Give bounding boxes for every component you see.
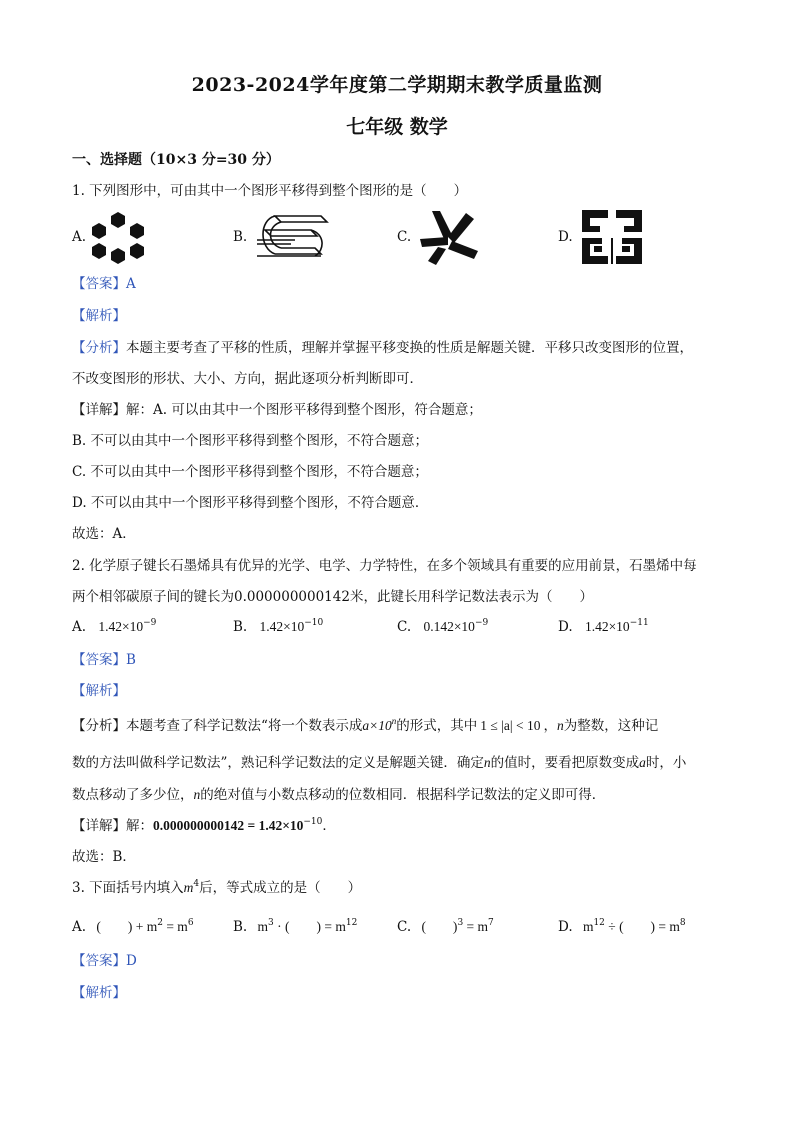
q2-analysis-line-1 xyxy=(72,716,658,736)
q2-analysis-line-2 xyxy=(72,753,686,773)
q2-option-a-exp: −9 xyxy=(143,618,157,628)
q3-option-d-exp1: 12 xyxy=(593,918,605,928)
q3-option-d xyxy=(558,915,686,935)
document-title: 2023-2024学年度第二学期期末教学质量监测 xyxy=(191,74,603,96)
q2-option-a-label: A. xyxy=(72,619,87,635)
q2-choose: 故选：B． xyxy=(72,849,136,865)
q1-option-d-label: D. xyxy=(558,229,573,245)
maze-blocks-figure xyxy=(582,210,642,266)
q2-analysis-a2: a xyxy=(639,755,646,770)
q2-option-b-exp: −10 xyxy=(304,618,324,628)
q2-option-d-label: D. xyxy=(558,619,573,635)
q1-choose: 故选：A． xyxy=(72,526,136,542)
q3-option-d-expr-b: ÷ ( ) = m xyxy=(604,919,680,934)
q2-option-c-label: C. xyxy=(397,619,412,635)
q2-analysis-text-3a: 数点移动了多少位， xyxy=(72,787,194,803)
q3-analysis-heading: 【解析】 xyxy=(72,985,126,1001)
q2-option-b-label: B. xyxy=(233,619,248,635)
q2-option-d-mantissa: 1.42×10 xyxy=(584,619,630,634)
q3-answer: 【答案】D xyxy=(72,953,137,969)
q2-analysis-text-2b: 的值时，要看把原数变成 xyxy=(490,755,640,771)
document-subtitle: 七年级 数学 xyxy=(346,116,448,138)
q1-option-a-label: A. xyxy=(72,229,87,245)
q3-option-c xyxy=(397,915,494,935)
q2-analysis-n3: n xyxy=(193,787,201,802)
q2-analysis-formula: a×10 xyxy=(362,718,392,733)
hexagon-ring-figure xyxy=(90,210,146,266)
q2-analysis-formula-exp: n xyxy=(391,716,397,726)
q2-detail-exp: −10 xyxy=(303,817,323,827)
q3-option-c-label: C. xyxy=(397,919,412,935)
q3-option-a-label: A. xyxy=(72,919,87,935)
q2-stem-line-1: 2. 化学原子键长石墨烯具有优异的光学、电学、力学特性，在多个领域具有重要的应用前景，石墨烯中每 xyxy=(72,558,697,574)
q3-stem-exp: 4 xyxy=(193,879,200,889)
q2-answer: 【答案】B xyxy=(72,652,136,668)
q1-detail-line-4: D. 不可以由其中一个图形平移得到整个图形，不符合题意． xyxy=(72,495,429,511)
q3-option-d-label: D. xyxy=(558,919,573,935)
q3-option-b xyxy=(233,915,357,935)
q2-detail-end: ． xyxy=(322,818,336,834)
q1-analysis-text-1: 本题主要考查了平移的性质，理解并掌握平移变换的性质是解题关键．平移只改变图形的位置， xyxy=(126,340,693,356)
q3-option-a xyxy=(72,915,194,935)
q1-answer: 【答案】A xyxy=(72,276,136,292)
q2-option-d xyxy=(558,619,649,635)
q3-option-c-exp1: 3 xyxy=(457,918,464,928)
q2-analysis-n: n xyxy=(556,718,564,733)
q3-option-a-exp1: 2 xyxy=(157,918,163,928)
q3-option-c-expr-a: ( ) xyxy=(421,919,458,934)
q2-analysis-text-1c: ， xyxy=(543,718,557,734)
q2-option-b xyxy=(233,619,323,635)
interlocking-bands-figure xyxy=(255,210,330,262)
q2-detail-formula: 0.000000000142 = 1.42×10 xyxy=(153,818,304,833)
q2-detail xyxy=(72,816,336,836)
q3-stem xyxy=(72,878,361,898)
q1-detail-line-1: 【详解】解：A. 可以由其中一个图形平移得到整个图形，符合题意； xyxy=(72,402,482,418)
q3-stem-b: 后，等式成立的是（ ） xyxy=(199,880,362,896)
q2-option-a xyxy=(72,619,156,635)
q2-analysis-text-1b: 的形式，其中 xyxy=(396,718,478,734)
q3-option-d-expr-a: m xyxy=(582,919,594,934)
q3-stem-a: 3. 下面括号内填入 xyxy=(72,880,184,896)
q2-analysis-heading: 【解析】 xyxy=(72,683,126,699)
q3-option-c-exp2: 7 xyxy=(488,918,494,928)
q2-analysis-text-1d: 为整数，这种记 xyxy=(563,718,659,734)
q3-option-a-exp2: 6 xyxy=(187,918,194,928)
q1-analysis-heading: 【解析】 xyxy=(72,308,126,324)
section-heading: 一、选择题（10×3 分=30 分） xyxy=(72,152,280,168)
q2-analysis-n2: n xyxy=(483,755,491,770)
q2-option-c xyxy=(397,619,488,635)
q3-option-b-exp2: 12 xyxy=(345,918,358,928)
q2-option-b-mantissa: 1.42×10 xyxy=(259,619,305,634)
q1-detail-line-2: B. 不可以由其中一个图形平移得到整个图形，不符合题意； xyxy=(72,433,429,449)
q1-analysis-line-1: 【分析】本题主要考查了平移的性质，理解并掌握平移变换的性质是解题关键．平移只改变图形的位置， xyxy=(72,340,693,356)
q2-detail-prefix: 【详解】解： xyxy=(72,818,153,834)
q3-option-b-exp1: 3 xyxy=(268,918,274,928)
pinwheel-bars-figure xyxy=(418,207,480,267)
q3-option-c-expr-b: = m xyxy=(463,919,489,934)
q3-stem-m: m xyxy=(183,880,194,895)
q3-option-d-exp2: 8 xyxy=(679,918,686,928)
q2-analysis-text-3b: 的绝对值与小数点移动的位数相同．根据科学记数法的定义即可得． xyxy=(200,787,606,803)
q1-analysis-line-2: 不改变图形的形状、大小、方向，据此逐项分析判断即可． xyxy=(72,371,423,387)
q3-option-b-expr-a: m xyxy=(257,919,269,934)
q2-stem-line-2: 两个相邻碳原子间的键长为0.000000000142米，此键长用科学记数法表示为（ ） xyxy=(72,589,593,605)
q3-option-a-expr-a: ( ) + m xyxy=(96,919,158,934)
q2-option-c-mantissa: 0.142×10 xyxy=(423,619,475,634)
q2-analysis-text-2c: 时，小 xyxy=(645,755,687,771)
q1-option-c-label: C. xyxy=(397,229,412,245)
q2-option-d-exp: −11 xyxy=(629,618,649,628)
q2-analysis-line-3 xyxy=(72,785,605,805)
q2-analysis-text-1a: 【分析】本题考查了科学记数法“将一个数表示成 xyxy=(72,718,363,734)
q2-analysis-inequality: 1 ≤ |a| < 10 xyxy=(480,718,541,733)
q1-stem: 1. 下列图形中，可由其中一个图形平移得到整个图形的是（ ） xyxy=(72,183,468,199)
q1-detail-line-3: C. 不可以由其中一个图形平移得到整个图形，不符合题意； xyxy=(72,464,428,480)
q3-option-b-label: B. xyxy=(233,919,248,935)
q2-option-c-exp: −9 xyxy=(474,618,489,628)
q2-option-a-mantissa: 1.42×10 xyxy=(98,619,144,634)
q2-analysis-text-2a: 数的方法叫做科学记数法”，熟记科学记数法的定义是解题关键．确定 xyxy=(72,755,484,771)
q3-option-b-expr-b: · ( ) = m xyxy=(273,919,346,934)
q3-option-a-expr-b: = m xyxy=(162,919,188,934)
q1-option-b-label: B. xyxy=(233,229,248,245)
